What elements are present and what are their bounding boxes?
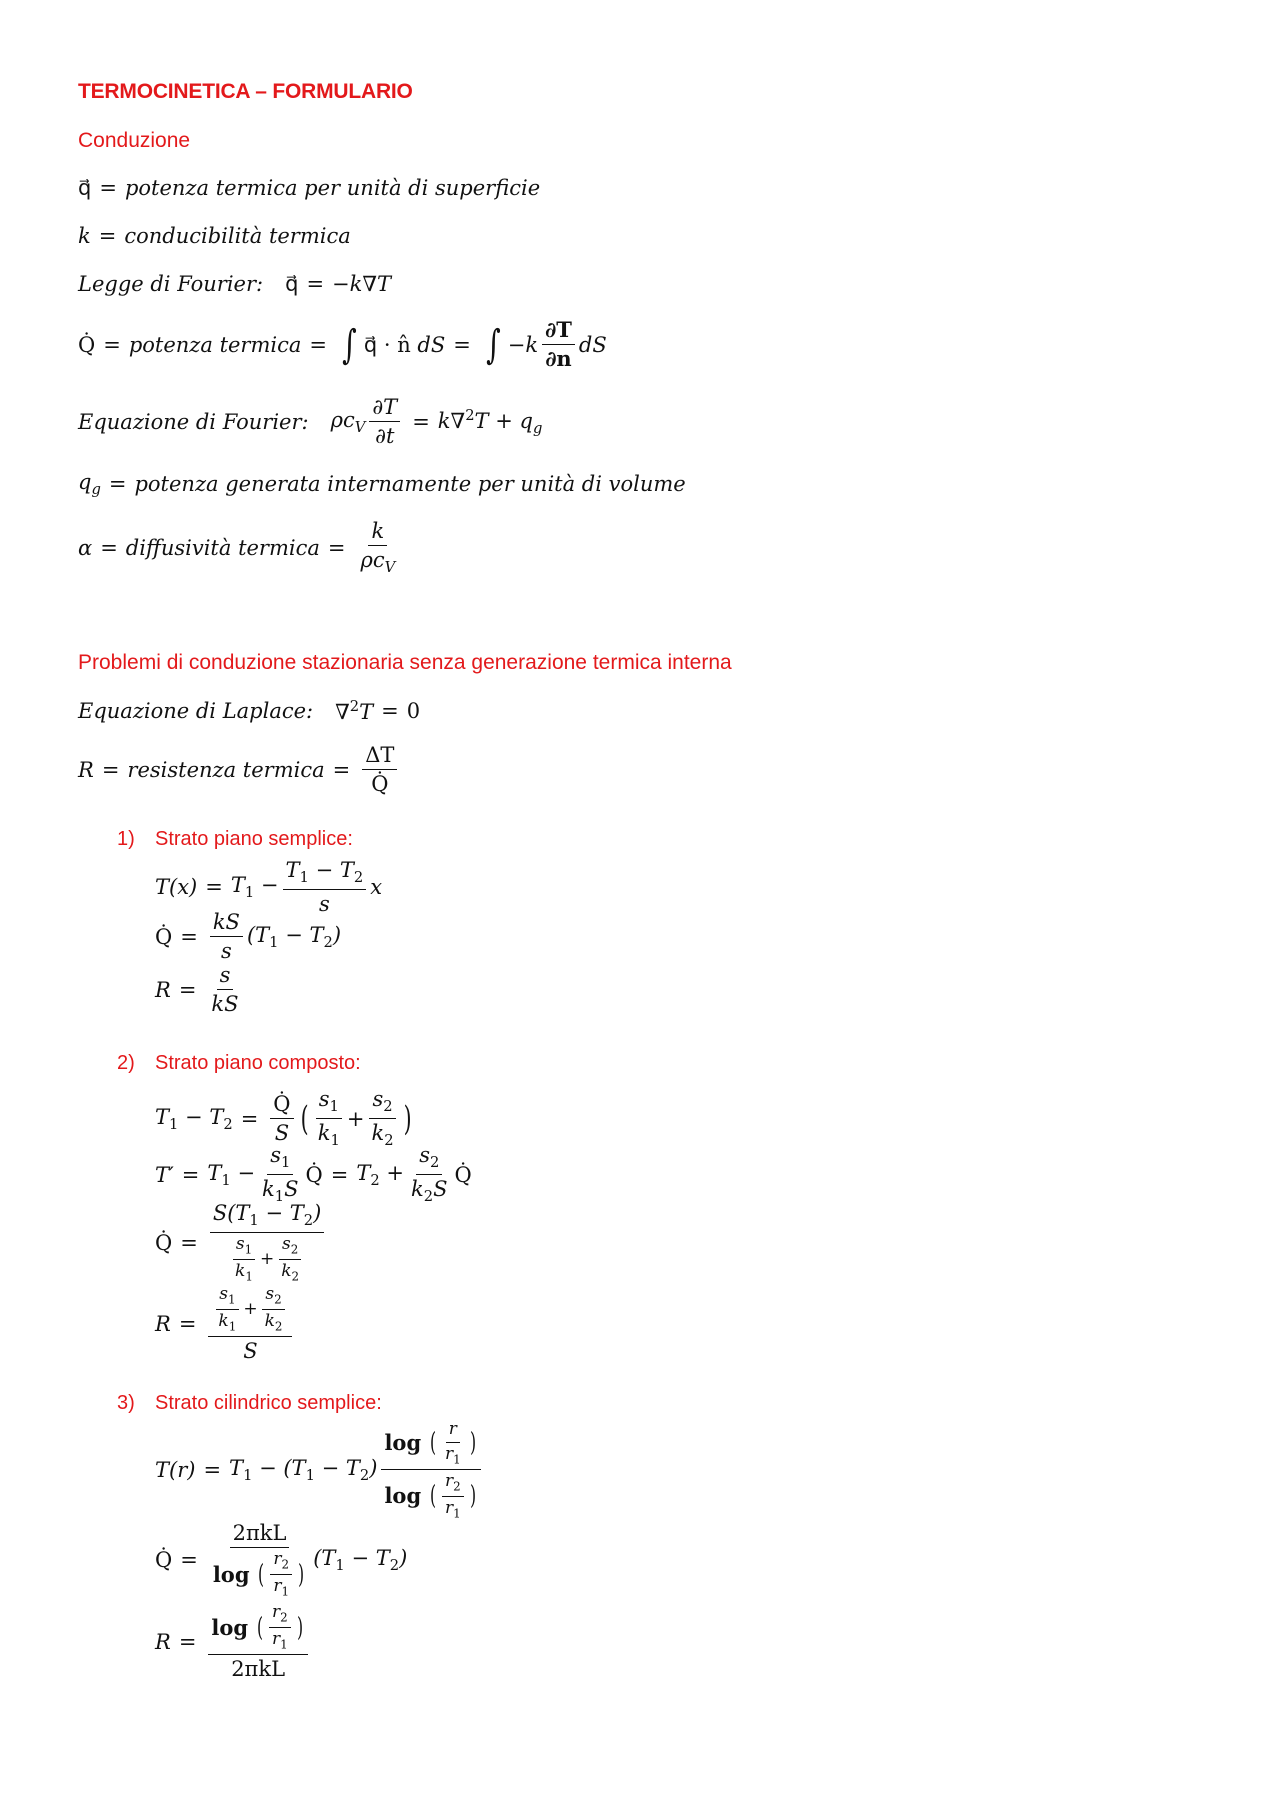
item-1-number: 1) — [117, 828, 135, 850]
qg-definition-text: potenza generata internamente per unità di volume — [134, 472, 686, 497]
item-2-resistance: R = $\frac{s_1}{k_1}$ + $\frac{s_2}{k_2}$ S — [155, 1285, 296, 1363]
item-3-label: Strato cilindrico semplice: — [155, 1392, 382, 1414]
fourier-law-label: Legge di Fourier: — [78, 272, 264, 296]
item-1-heading — [117, 828, 353, 851]
item-2-number: 2) — [117, 1052, 135, 1074]
item-1-heat-flow: Q̇ = $\frac{kS}{s}$ $(T_1 - T_2)$ — [155, 910, 342, 964]
item-1-resistance: R = $\frac{s}{kS}$ — [155, 963, 239, 1017]
formula-qg-definition: $q_g$ = potenza generata internamente per unità di volume — [78, 470, 686, 499]
k-definition-text: conducibilità termica — [124, 224, 351, 248]
fourier-equation-label: Equazione di Fourier: — [78, 409, 309, 434]
item-3-temperature-profile: T(r) = $T_1 - (T_1 - T_2)$ log ( $\frac{r}{r_1}$ ) log ( $\frac{r_2}{r_1}$ ) — [155, 1420, 485, 1521]
q-definition-text: potenza termica per unità di superficie — [124, 176, 541, 200]
formula-fourier-equation: Equazione di Fourier: $\rho c_V$ $\frac{\partial T}{\partial t}$ = $k\nabla^2T + q_g$ — [78, 395, 543, 449]
formula-laplace-equation: Equazione di Laplace: ∇$^2$T = 0 — [78, 698, 421, 724]
item-1-label: Strato piano semplice: — [155, 828, 353, 850]
R-definition-text: resistenza termica — [127, 757, 325, 782]
laplace-label: Equazione di Laplace: — [78, 699, 314, 723]
item-3-number: 3) — [117, 1392, 135, 1414]
section-heading-conduzione: Conduzione — [78, 129, 191, 152]
item-2-temperature-difference: $T_1 - T_2$ = $\frac{Q̇}{S}$ ( $\frac{s_1}{k_1}$ + $\frac{s_2}{k_2}$ ) — [155, 1087, 412, 1150]
formula-q-definition: q⃗ = potenza termica per unità di superficie — [78, 176, 541, 200]
item-3-heading — [117, 1392, 382, 1415]
section-heading-stazionaria: Problemi di conduzione stazionaria senza generazione termica interna — [78, 651, 732, 674]
formula-alpha-definition: α = diffusività termica = $\frac{k}{\rho c_V}$ — [78, 519, 396, 577]
page-title: TERMOCINETICA – FORMULARIO — [78, 80, 413, 103]
item-3-resistance: R = log ( $\frac{r_2}{r_1}$ ) 2πkL — [155, 1603, 312, 1681]
formula-R-definition: R = resistenza termica = $\frac{\Delta T}{Q̇}$ — [78, 743, 401, 796]
formula-Q-definition: Q̇ = potenza termica = ∫ q⃗ · n̂ dS = ∫ −k $\frac{\partial T}{\partial n}$ dS — [78, 317, 607, 372]
item-2-heading — [117, 1052, 361, 1075]
item-3-heat-flow: Q̇ = 2πkL log ( $\frac{r_2}{r_1}$ ) $(T_1 - T_2)$ — [155, 1521, 408, 1599]
Q-definition-text: potenza termica — [128, 332, 302, 357]
item-2-interface-temperature: T′ = $T_1$ − $\frac{s_1}{k_1S}$ Q̇ = $T_2$ + $\frac{s_2}{k_2S}$ Q̇ — [155, 1143, 472, 1206]
item-2-heat-flow: Q̇ = $S(T_1 - T_2)$ $\frac{s_1}{k_1}$ + $\frac{s_2}{k_2}$ — [155, 1201, 328, 1284]
item-1-temperature-profile: T(x) = $T_1$ − $\frac{T_1 - T_2}{s}$ x — [155, 858, 383, 917]
formula-fourier-law: Legge di Fourier: q⃗ = −k∇T — [78, 272, 392, 296]
formula-k-definition: k = conducibilità termica — [78, 224, 351, 248]
item-2-label: Strato piano composto: — [155, 1052, 361, 1074]
alpha-definition-text: diffusività termica — [125, 536, 320, 561]
